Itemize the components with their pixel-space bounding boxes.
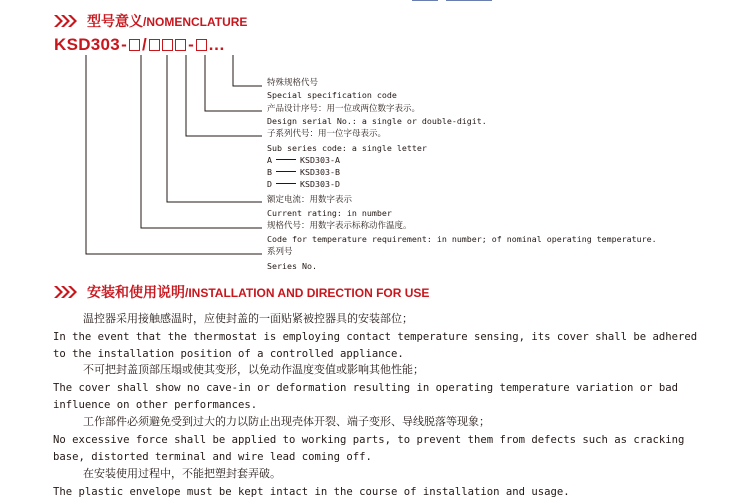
nomenclature-title-en: /NOMENCLATURE <box>143 15 248 29</box>
desc-spec-cn: 规格代号：用数字表示标称动作温度。 <box>267 221 412 231</box>
subseries-letter: A <box>267 155 272 165</box>
code-slash: / <box>142 35 148 54</box>
desc-series-en: Series No. <box>267 261 317 271</box>
desc-special-cn: 特殊规格代号 <box>267 78 319 88</box>
leader-series <box>86 55 262 254</box>
chevron-right-icon <box>53 284 79 300</box>
desc-spec-en: Code for temperature requirement: in number; of nominal operating temperature. <box>267 234 657 244</box>
para-2-en-line1: The cover shall show no cave-in or deformation resulting in operating temperature variation or bad <box>53 382 679 394</box>
para-3-cn: 工作部件必须避免受到过大的力以防止出现壳体开裂、端子变形、导线脱落等现象； <box>83 415 490 428</box>
para-2-cn: 不可把封盖顶部压塌或使其变形，以免动作温度变值或影响其他性能； <box>83 363 424 376</box>
installation-title <box>87 285 429 301</box>
subseries-model: KSD303-D <box>300 179 340 189</box>
para-3-en-line2: base, distorted terminal and wire lead coming off. <box>53 451 372 463</box>
model-prefix: KSD303 <box>54 35 121 54</box>
desc-design-cn: 产品设计序号：用一位或两位数字表示。 <box>267 104 421 114</box>
para-4-cn: 在安装使用过程中，不能把塑封套弄破。 <box>83 467 281 480</box>
subseries-letter: D <box>267 179 272 189</box>
nomenclature-title-cn: 型号意义 <box>87 14 143 30</box>
para-1-en-line2: to the installation position of a controlled appliance. <box>53 348 404 360</box>
subseries-letter: B <box>267 167 272 177</box>
desc-special-en: Special specification code <box>267 90 397 100</box>
installation-title-cn: 安装和使用说明 <box>87 285 185 301</box>
para-2-en-line2: influence on other performances. <box>53 399 258 411</box>
code-ellipsis: … <box>208 35 226 54</box>
leader-special <box>233 55 262 86</box>
para-4-en-line1: The plastic envelope must be kept intact in the course of installation and usage. <box>53 486 570 498</box>
desc-subseries-en: Sub series code: a single letter <box>267 143 427 153</box>
desc-current-en: Current rating: in number <box>267 208 392 218</box>
desc-series-cn: 系列号 <box>267 247 293 257</box>
subseries-row-b <box>267 167 340 177</box>
subseries-row-a <box>267 155 340 165</box>
code-dash-1: - <box>121 35 128 54</box>
subseries-model: KSD303-A <box>300 155 340 165</box>
para-1-en-line1: In the event that the thermostat is employing contact temperature sensing, its cover shall be adhered <box>53 331 698 343</box>
code-dash-2: - <box>188 35 195 54</box>
desc-current-cn: 额定电流：用数字表示 <box>267 195 353 205</box>
leader-current <box>167 55 262 202</box>
installation-title-en: /INSTALLATION AND DIRECTION FOR USE <box>185 286 430 300</box>
desc-design-en: Design serial No.: a single or double-digit. <box>267 116 487 126</box>
subseries-model: KSD303-B <box>300 167 340 177</box>
para-3-en-line1: No excessive force shall be applied to working parts, to prevent them from defects such as cracking <box>53 434 685 446</box>
leader-subseries <box>186 55 262 136</box>
desc-subseries-cn: 子系列代号：用一位字母表示。 <box>267 129 387 139</box>
para-1-cn: 温控器采用接触感温时，应使封盖的一面贴紧被控器具的安装部位； <box>83 312 413 325</box>
subseries-row-d <box>267 179 340 189</box>
